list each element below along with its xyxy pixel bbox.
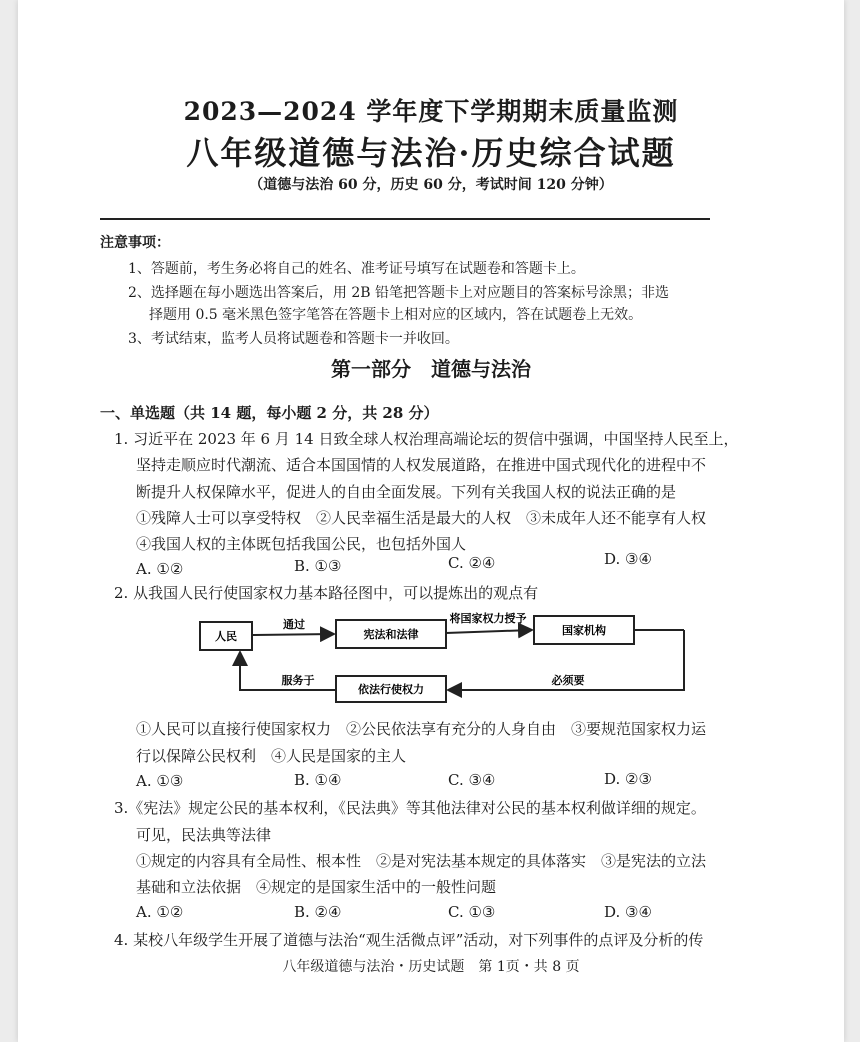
- q3-option-a: A. ①②: [136, 903, 184, 921]
- q2-line: ①人民可以直接行使国家权力 ②公民依法享有充分的人身自由 ③要规范国家权力运: [136, 720, 707, 738]
- power-path-diagram: [198, 608, 738, 708]
- q2-line: 行以保障公民权利 ④人民是国家的主人: [136, 747, 407, 765]
- edge-label-through: 通过: [283, 618, 305, 631]
- exam-title-line2: 八年级道德与法治·历史综合试题: [186, 134, 676, 172]
- q1-line: 坚持走顺应时代潮流、适合本国国情的人权发展道路，在推进中国式现代化的进程中不: [136, 456, 707, 474]
- part-title: 第一部分 道德与法治: [331, 357, 531, 381]
- q2-option-c: C. ③④: [448, 771, 496, 789]
- box-constitution-label: 宪法和法律: [363, 628, 419, 641]
- q3-line: 基础和立法依据 ④规定的是国家生活中的一般性问题: [136, 878, 497, 896]
- q3-option-c: C. ①③: [448, 903, 496, 921]
- q1-option-a: A. ①②: [136, 560, 184, 578]
- notice-item: 1、答题前，考生务必将自己的姓名、准考证号填写在试题卷和答题卡上。: [128, 261, 585, 277]
- exam-page: [18, 0, 844, 1042]
- q1-line: ①残障人士可以享受特权 ②人民幸福生活是最大的人权 ③未成年人还不能享有人权: [136, 509, 707, 527]
- box-people-label: 人民: [215, 630, 237, 643]
- q2-option-a: A. ①③: [136, 772, 184, 790]
- box-state-organs-label: 国家机构: [562, 624, 606, 637]
- q3-line: ①规定的内容具有全局性、根本性 ②是对宪法基本规定的具体落实 ③是宪法的立法: [136, 852, 707, 870]
- q1-line: ④我国人权的主体既包括我国公民，也包括外国人: [136, 535, 467, 553]
- edge-label-must: 必须要: [551, 674, 585, 687]
- notice-item: 3、考试结束，监考人员将试题卷和答题卡一并收回。: [128, 331, 459, 347]
- q3-line: 3.《宪法》规定公民的基本权利，《民法典》等其他法律对公民的基本权利做详细的规定。: [114, 799, 706, 817]
- exam-title-line1: 2023—2024 学年度下学期期末质量监测: [183, 97, 679, 126]
- q3-line: 可见，民法典等法律: [136, 826, 272, 844]
- q1-option-b: B. ①③: [294, 557, 342, 575]
- q2-option-b: B. ①④: [294, 771, 342, 789]
- section-title: 一、单选题（共 14 题，每小题 2 分，共 28 分）: [100, 404, 439, 422]
- exam-subtitle: （道德与法治 60 分，历史 60 分，考试时间 120 分钟）: [249, 177, 613, 193]
- header-divider: [100, 218, 710, 220]
- q1-option-c: C. ②④: [448, 554, 496, 572]
- q3-option-d: D. ③④: [604, 903, 652, 921]
- q1-line: 断提升人权保障水平，促进人的自由全面发展。下列有关我国人权的说法正确的是: [136, 483, 677, 501]
- q3-option-b: B. ②④: [294, 903, 342, 921]
- q2-stem: 2. 从我国人民行使国家权力基本路径图中，可以提炼出的观点有: [114, 584, 539, 602]
- page-footer: 八年级道德与法治・历史试题 第 1页・共 8 页: [282, 959, 580, 975]
- q4-stem: 4. 某校八年级学生开展了道德与法治“观生活微点评”活动，对下列事件的点评及分析的传: [114, 931, 704, 949]
- edge-label-grant: 将国家权力授予: [449, 612, 527, 625]
- arrow-people-to-law: [252, 634, 334, 635]
- notice-item: 2、选择题在每小题选出答案后，用 2B 铅笔把答题卡上对应题目的答案标号涂黑；非选: [128, 285, 670, 301]
- q1-line: 1. 习近平在 2023 年 6 月 14 日致全球人权治理高端论坛的贺信中强调，中国坚持人民至上，: [114, 430, 739, 448]
- q1-option-d: D. ③④: [604, 550, 652, 568]
- arrow-law-to-organs: [446, 630, 532, 633]
- edge-label-serve: 服务于: [281, 674, 315, 687]
- notice-item: 择题用 0.5 毫米黑色签字笔答在答题卡上相对应的区域内，答在试题卷上无效。: [149, 307, 643, 323]
- notice-title: 注意事项：: [100, 235, 170, 251]
- q2-option-d: D. ②③: [604, 770, 652, 788]
- box-exercise-power-label: 依法行使权力: [358, 683, 424, 696]
